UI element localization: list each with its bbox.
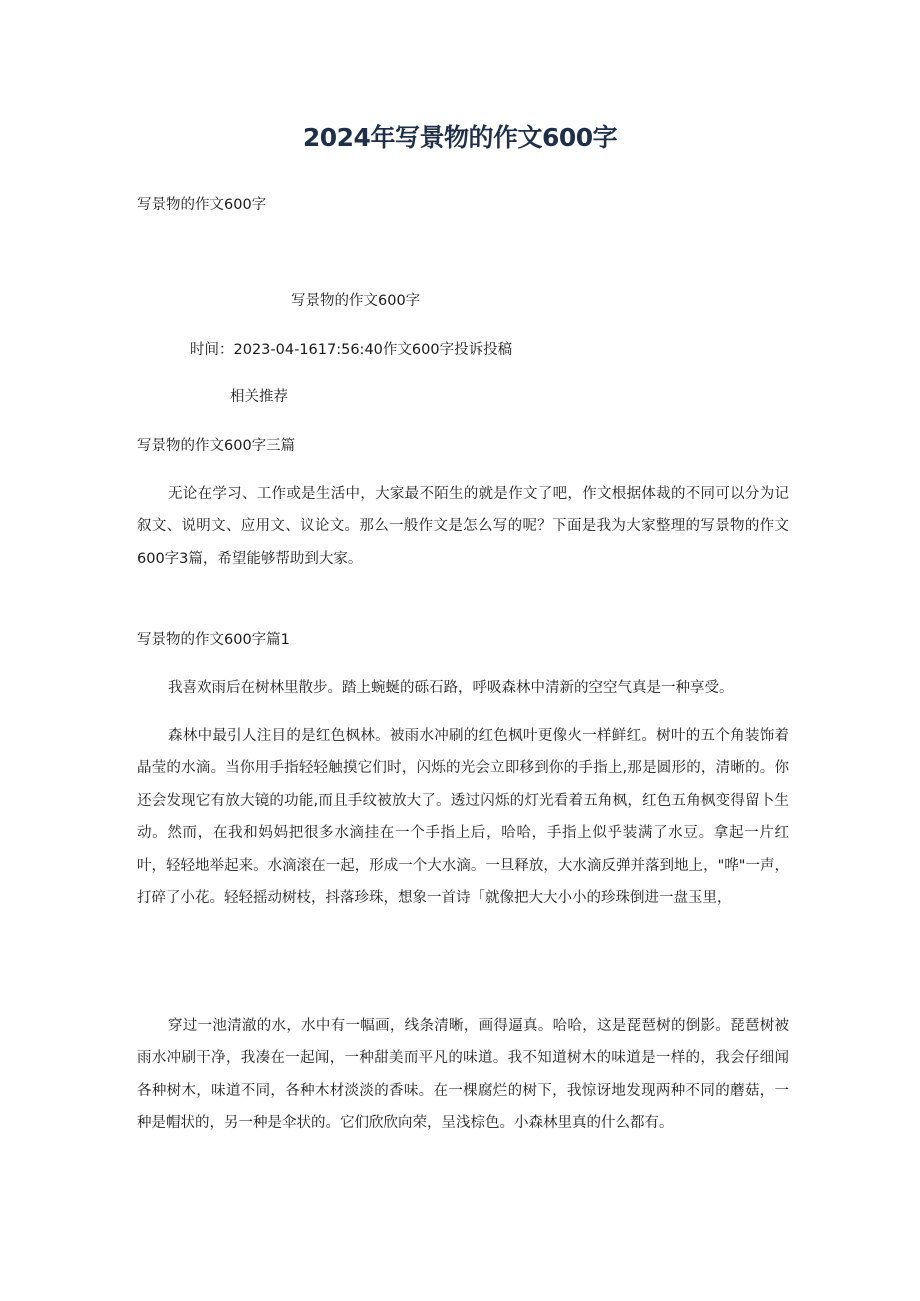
body-paragraph-1: 我喜欢雨后在树林里散步。踏上蜿蜒的砾石路，呼吸森林中清新的空空气真是一种享受。 bbox=[168, 680, 734, 696]
chapter-title: 写景物的作文600字篇1 bbox=[137, 632, 290, 648]
article-meta-line: 时间：2023-04-1617:56:40作文600字投诉投稿 bbox=[190, 342, 513, 358]
body-paragraph-3: 穿过一池清澈的水，水中有一幅画，线条清晰，画得逼真。哈哈，这是琵琶树的倒影。琵琶树被雨水冲刷干净，我凑在一起闻，一种甜美而平凡的味道。我不知道树木的味道是一样的，我会仔细闻各种树木，味道不同，各种木材淡淡的香味。在一棵腐烂的树下，我惊讶地发现两种不同的蘑菇，一种是帽状的，另一种是伞状的。它们欣欣向荣，呈浅棕色。小森林里真的什么都有。 bbox=[137, 1018, 789, 1132]
article-heading: 写景物的作文600字 bbox=[291, 293, 421, 309]
section-title: 写景物的作文600字三篇 bbox=[137, 438, 296, 454]
related-recommendations-label: 相关推荐 bbox=[230, 389, 288, 405]
document-subtitle: 写景物的作文600字 bbox=[137, 197, 267, 213]
document-title: 2024年写景物的作文600字 bbox=[302, 123, 618, 152]
body-paragraph-2: 森林中最引人注目的是红色枫林。被雨水冲刷的红色枫叶更像火一样鲜红。树叶的五个角装饰着晶莹的水滴。当你用手指轻轻触摸它们时，闪烁的光会立即移到你的手指上,那是圆形的，清晰的。你还会发现它有放大镜的功能,而且手纹被放大了。透过闪烁的灯光看着五角枫，红色五角枫变得留卜生动。然而，在我和妈妈把很多水滴挂在一个手指上后，哈哈，手指上似乎装满了水豆。拿起一片红叶，轻轻地举起来。水滴滚在一起，形成一个大水滴。一旦释放，大水滴反弹并落到地上，"哗"一声，打碎了小花。轻轻摇动树枝，抖落珍珠，想象一首诗「就像把大大小小的珍珠倒进一盘玉里， bbox=[137, 728, 789, 907]
intro-paragraph: 无论在学习、工作或是生活中，大家最不陌生的就是作文了吧，作文根据体裁的不同可以分为记叙文、说明文、应用文、议论文。那么一般作文是怎么写的呢？下面是我为大家整理的写景物的作文600字3篇，希望能够帮助到大家。 bbox=[137, 486, 789, 567]
